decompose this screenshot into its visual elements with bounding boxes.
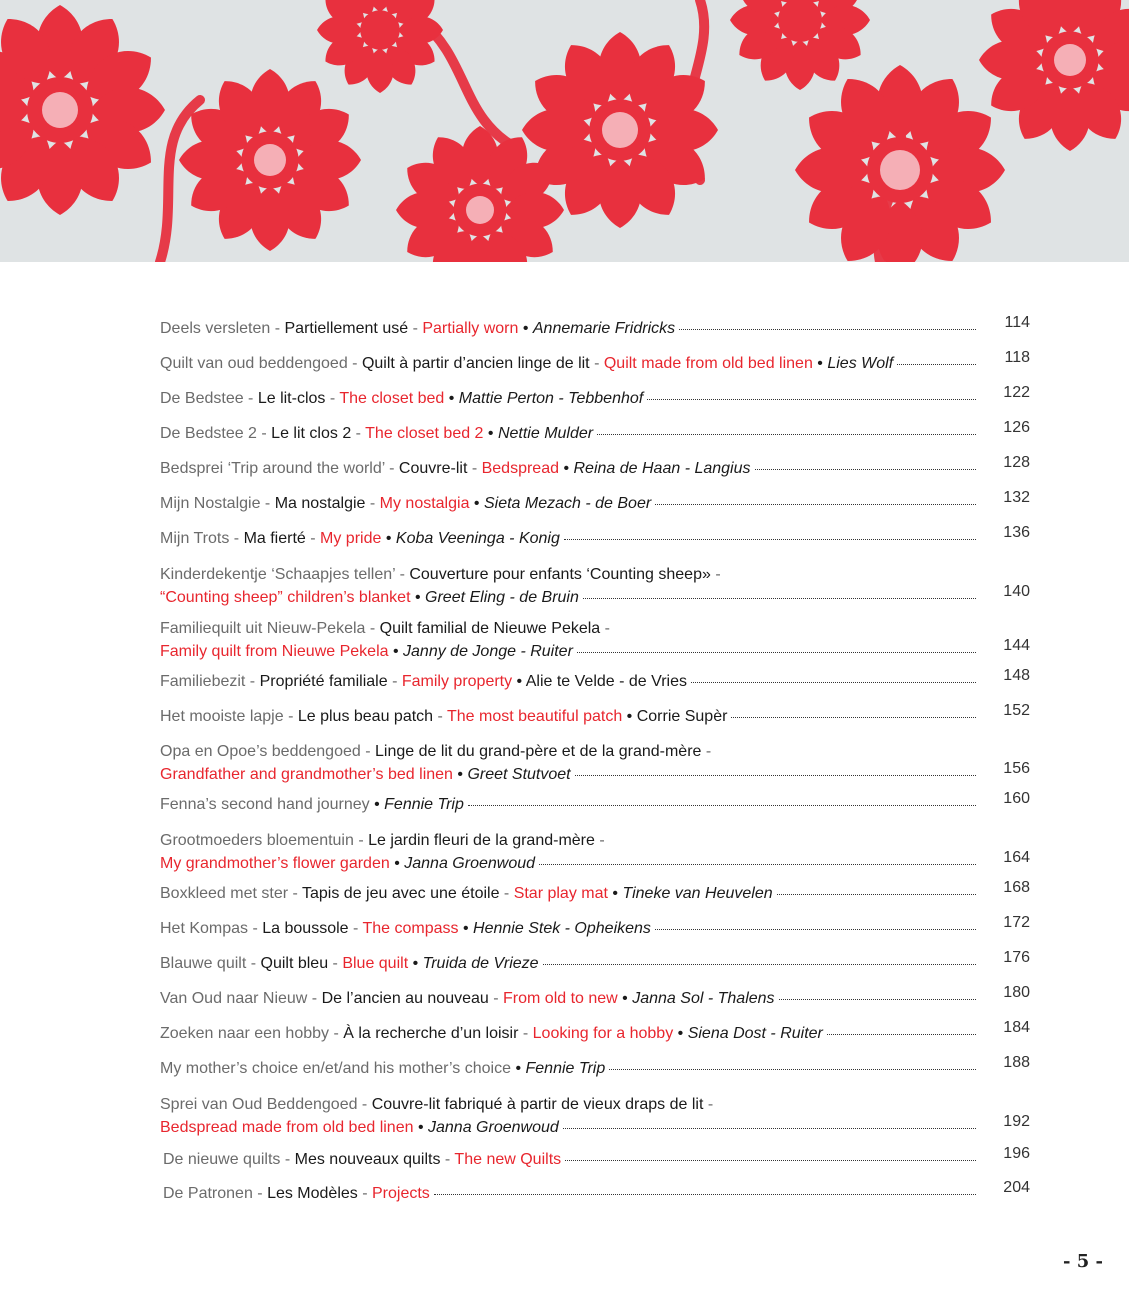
dot-leader — [691, 681, 976, 683]
toc-entry[interactable]: Sprei van Oud Beddengoed - Couvre-lit fabriqué à partir de vieux draps de lit - Bedspread made from old bed linen • Janna Groenwoud 192 — [160, 1096, 1030, 1136]
page-number: 136 — [1003, 524, 1030, 541]
dot-leader — [539, 863, 976, 865]
page-number: 118 — [1004, 349, 1030, 366]
dot-leader — [731, 716, 976, 718]
toc-entry[interactable]: Mijn Trots - Ma fierté - My pride • Koba Veeninga - Konig 136 — [160, 527, 1030, 550]
dot-leader — [577, 651, 976, 653]
toc-entry[interactable]: Quilt van oud beddengoed - Quilt à partir d’ancien linge de lit - Quilt made from old bed linen • Lies Wolf 118 — [160, 352, 1030, 375]
page-folio: - 5 - — [1063, 1251, 1103, 1272]
toc-entry[interactable]: Van Oud naar Nieuw - De l’ancien au nouveau - From old to new • Janna Sol - Thalens 180 — [160, 987, 1030, 1010]
toc-entry[interactable]: De Bedstee 2 - Le lit clos 2 - The closet bed 2 • Nettie Mulder 126 — [160, 422, 1030, 445]
dot-leader — [565, 1159, 976, 1161]
page-number: 172 — [1003, 914, 1030, 931]
dot-leader — [827, 1033, 976, 1035]
dot-leader — [679, 328, 976, 330]
page-number: 140 — [1003, 583, 1030, 600]
toc-entry[interactable]: De Bedstee - Le lit-clos - The closet bed • Mattie Perton - Tebbenhof 122 — [160, 387, 1030, 410]
page-number: 168 — [1003, 879, 1030, 896]
dot-leader — [655, 928, 976, 930]
dot-leader — [609, 1068, 976, 1070]
dot-leader — [647, 398, 976, 400]
page-number: 144 — [1003, 637, 1030, 654]
dot-leader — [575, 774, 976, 776]
page-number: 164 — [1003, 849, 1030, 866]
page-number: 132 — [1003, 489, 1030, 506]
toc-entry[interactable]: Zoeken naar een hobby - À la recherche d’un loisir - Looking for a hobby • Siena Dost - Ruiter 184 — [160, 1022, 1030, 1045]
toc-entry[interactable]: Mijn Nostalgie - Ma nostalgie - My nostalgia • Sieta Mezach - de Boer 132 — [160, 492, 1030, 515]
page-number: 126 — [1003, 419, 1030, 436]
toc-entry[interactable]: Kinderdekentje ‘Schaapjes tellen’ - Couverture pour enfants ‘Counting sheep» - “Counting sheep” children’s blanket • Greet Eling - de Bruin 140 — [160, 566, 1030, 606]
dot-leader — [777, 893, 976, 895]
page-number: 148 — [1003, 667, 1030, 684]
page-number: 122 — [1003, 384, 1030, 401]
page-number: 160 — [1003, 790, 1030, 807]
dot-leader — [597, 433, 976, 435]
toc-entry[interactable]: Het mooiste lapje - Le plus beau patch - The most beautiful patch • Corrie Supèr 152 — [160, 705, 1030, 728]
toc-entry[interactable]: Familiequilt uit Nieuw-Pekela - Quilt familial de Nieuwe Pekela - Family quilt from Nieuwe Pekela • Janny de Jonge - Ruiter 144 — [160, 620, 1030, 660]
dot-leader — [434, 1193, 976, 1195]
dot-leader — [583, 597, 976, 599]
page-number: 156 — [1003, 760, 1030, 777]
toc-entry[interactable]: De nieuwe quilts - Mes nouveaux quilts - The new Quilts 196 — [163, 1148, 1033, 1171]
dot-leader — [755, 468, 976, 470]
toc-entry[interactable]: Grootmoeders bloementuin - Le jardin fleuri de la grand-mère - My grandmother’s flower garden • Janna Groenwoud 164 — [160, 832, 1030, 872]
page-number: 204 — [1003, 1179, 1030, 1196]
dot-leader — [564, 538, 976, 540]
page-number: 152 — [1003, 702, 1030, 719]
toc-entry[interactable]: Deels versleten - Partiellement usé - Partially worn • Annemarie Fridricks 114 — [160, 317, 1030, 340]
toc-entry[interactable]: Familiebezit - Propriété familiale - Family property • Alie te Velde - de Vries 148 — [160, 670, 1030, 693]
page-number: 128 — [1003, 454, 1030, 471]
dot-leader — [897, 363, 976, 365]
page-number: 188 — [1003, 1054, 1030, 1071]
dot-leader — [779, 998, 976, 1000]
page-number: 184 — [1003, 1019, 1030, 1036]
page-number: 114 — [1004, 314, 1030, 331]
toc-entry[interactable]: Boxkleed met ster - Tapis de jeu avec une étoile - Star play mat • Tineke van Heuvelen 168 — [160, 882, 1030, 905]
toc-entry[interactable]: Bedsprei ‘Trip around the world’ - Couvre-lit - Bedspread • Reina de Haan - Langius 128 — [160, 457, 1030, 480]
dot-leader — [655, 503, 976, 505]
page-number: 180 — [1003, 984, 1030, 1001]
table-of-contents — [160, 0, 1030, 1300]
toc-entry[interactable]: Fenna’s second hand journey • Fennie Trip 160 — [160, 793, 1030, 816]
toc-entry[interactable]: Opa en Opoe’s beddengoed - Linge de lit du grand-père et de la grand-mère - Grandfather and grandmother’s bed linen • Greet Stutvoet 156 — [160, 743, 1030, 783]
page-number: 192 — [1003, 1113, 1030, 1130]
toc-entry[interactable]: Blauwe quilt - Quilt bleu - Blue quilt • Truida de Vrieze 176 — [160, 952, 1030, 975]
dot-leader — [468, 804, 976, 806]
toc-entry[interactable]: Het Kompas - La boussole - The compass • Hennie Stek - Opheikens 172 — [160, 917, 1030, 940]
page-number: 196 — [1003, 1145, 1030, 1162]
dot-leader — [543, 963, 976, 965]
dot-leader — [563, 1127, 976, 1129]
toc-entry[interactable]: My mother’s choice en/et/and his mother’s choice • Fennie Trip 188 — [160, 1057, 1030, 1080]
page-number: 176 — [1003, 949, 1030, 966]
toc-entry[interactable]: De Patronen - Les Modèles - Projects 204 — [163, 1182, 1033, 1205]
